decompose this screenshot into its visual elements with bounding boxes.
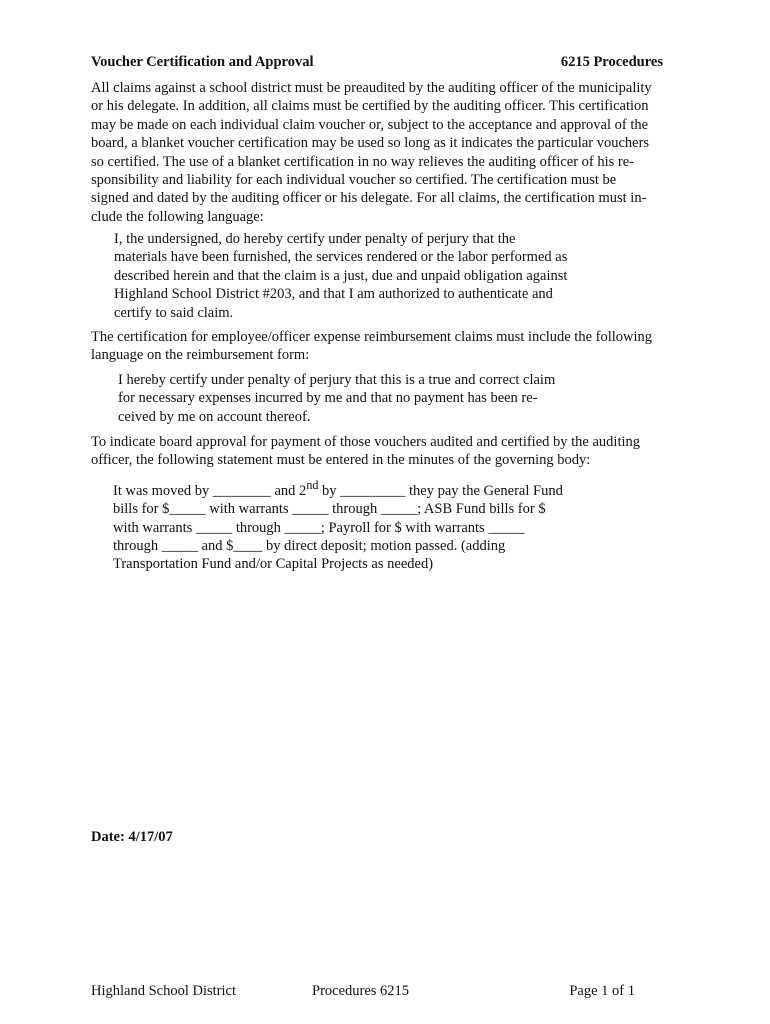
footer-page-number: Page 1 of 1	[569, 983, 635, 999]
board-approval-paragraph	[91, 433, 681, 470]
quote-line: for necessary expenses incurred by me and that no payment has been re-	[118, 390, 538, 407]
quote-line: I hereby certify under penalty of perjury that this is a true and correct claim	[118, 372, 556, 388]
paragraph-line: To indicate board approval for payment of those vouchers audited and certified by the auditing	[91, 434, 640, 450]
quote-line: certify to said claim.	[114, 304, 234, 321]
quote-line: bills for $_____ with warrants _____ through _____; ASB Fund bills for $	[113, 501, 546, 518]
document-header	[91, 54, 663, 76]
quote-line	[113, 476, 563, 500]
policy-number: 6215 Procedures	[560, 54, 663, 70]
quote-line-text: It was moved by ________ and 2	[113, 482, 307, 499]
paragraph-line: The certification for employee/officer expense reimbursement claims must include the following	[91, 329, 653, 345]
quote-line: I, the undersigned, do hereby certify under penalty of perjury that the	[114, 231, 516, 247]
adoption-date: Date: 4/17/07	[91, 829, 173, 845]
paragraph-line: All claims against a school district must be preaudited by the auditing officer of the municipality	[91, 80, 652, 96]
ordinal-suffix: nd	[306, 478, 319, 492]
paragraph-line: officer, the following statement must be entered in the minutes of the governing body:	[91, 452, 591, 469]
quote-line: with warrants _____ through _____; Payroll for $ with warrants _____	[113, 519, 525, 536]
claims-preaudit-paragraph	[91, 79, 681, 226]
paragraph-line: signed and dated by the auditing officer or his delegate. For all claims, the certification must in-	[91, 190, 647, 207]
paragraph-line: may be made on each individual claim voucher or, subject to the acceptance and approval of the	[91, 116, 649, 133]
footer-procedure: Procedures 6215	[312, 983, 410, 999]
paragraph-line: board, a blanket voucher certification may be used so long as it indicates the particular vouchers	[91, 135, 650, 152]
reimbursement-certification-language	[118, 371, 555, 426]
paragraph-line: sponsibility and liability for each individual voucher so certified. The certification must be	[91, 172, 617, 189]
quote-line: ceived by me on account thereof.	[118, 408, 311, 425]
quote-line: Highland School District #203, and that I am authorized to authenticate and	[114, 286, 553, 303]
auditor-certification-language	[114, 230, 567, 322]
paragraph-line: so certified. The use of a blanket certification in no way relieves the auditing officer of his re-	[91, 153, 635, 170]
document-footer	[91, 983, 635, 1003]
footer-district: Highland School District	[91, 983, 236, 999]
quote-line: through _____ and $____ by direct deposit; motion passed. (adding	[113, 538, 506, 555]
quote-line: materials have been furnished, the services rendered or the labor performed as	[114, 249, 568, 266]
quote-line: Transportation Fund and/or Capital Projects as needed)	[113, 556, 434, 573]
expense-reimbursement-paragraph	[91, 328, 681, 365]
paragraph-line: clude the following language:	[91, 208, 264, 225]
paragraph-line: or his delegate. In addition, all claims must be certified by the auditing officer. This certification	[91, 98, 649, 115]
board-minutes-statement	[113, 476, 563, 574]
quote-line-text: by _________ they pay the General Fund	[318, 482, 563, 499]
quote-line: described herein and that the claim is a just, due and unpaid obligation against	[114, 267, 568, 284]
document-title: Voucher Certification and Approval	[91, 54, 314, 70]
paragraph-line: language on the reimbursement form:	[91, 347, 310, 364]
